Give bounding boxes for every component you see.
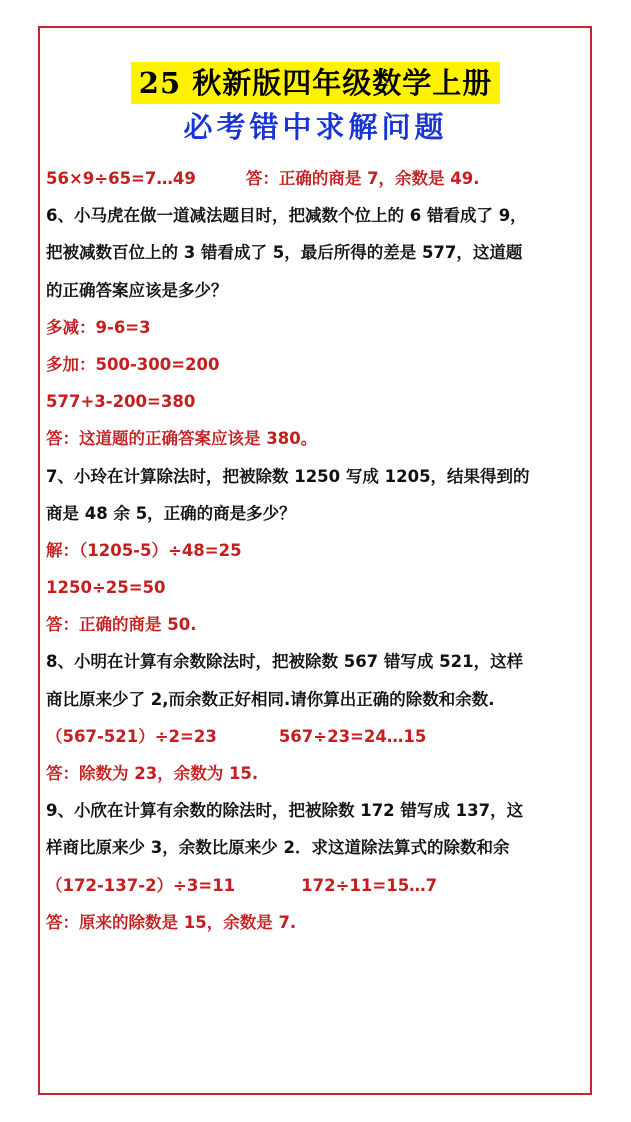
answer-text: 答：正确的商是 7，余数是 49. [245,169,480,188]
solution-6-step-1: 多减：9-6=3 [46,317,151,337]
solution-9-steps [46,867,594,904]
answer-line-q5 [46,160,594,197]
page-subtitle: 必考错中求解问题 [183,110,448,144]
title-container [0,62,631,104]
question-7-line-1: 7、小玲在计算除法时，把被除数 1250 写成 1205，结果得到的 [46,466,530,486]
content-body [46,160,594,941]
solution-6-step-3: 577+3-200=380 [46,392,196,412]
answer-8: 答：除数为 23，余数为 15. [46,764,259,783]
calculation-text: 172÷11=15…7 [301,875,438,895]
question-6-line-1: 6、小马虎在做一道减法题目时，把减数个位上的 6 错看成了 9， [46,206,527,226]
solution-8-steps [46,718,594,755]
calculation-text: （172-137-2）÷3=11 [46,875,236,895]
question-8-line-2: 商比原来少了 2,而余数正好相同.请你算出正确的除数和余数. [46,689,495,709]
page-title: 25 秋新版四年级数学上册 [131,62,500,104]
solution-7-step-2: 1250÷25=50 [46,578,166,598]
answer-7: 答：正确的商是 50. [46,615,197,635]
question-6-line-2: 把被减数百位上的 3 错看成了 5，最后所得的差是 577，这道题 [46,243,523,263]
answer-9: 答：原来的除数是 15，余数是 7. [46,912,297,932]
question-8-line-1: 8、小明在计算有余数除法时，把被除数 567 错写成 521，这样 [46,652,524,672]
question-6-line-3: 的正确答案应该是多少？ [46,280,228,300]
question-9-line-2: 样商比原来少 3，余数比原来少 2．求这道除法算式的除数和余 [46,838,510,858]
calculation-text: （567-521）÷2=23 [46,726,217,746]
question-9-line-1: 9、小欣在计算有余数的除法时，把被除数 172 错写成 137，这 [46,801,524,821]
calculation-text: 56×9÷65=7…49 [46,169,196,188]
solution-7-step-1: 解：（1205-5）÷48=25 [46,540,242,560]
question-7-line-2: 商是 48 余 5，正确的商是多少？ [46,503,296,523]
solution-6-step-2: 多加：500-300=200 [46,354,220,374]
calculation-text: 567÷23=24…15 [278,726,427,746]
answer-6: 答：这道题的正确答案应该是 380。 [46,429,318,449]
